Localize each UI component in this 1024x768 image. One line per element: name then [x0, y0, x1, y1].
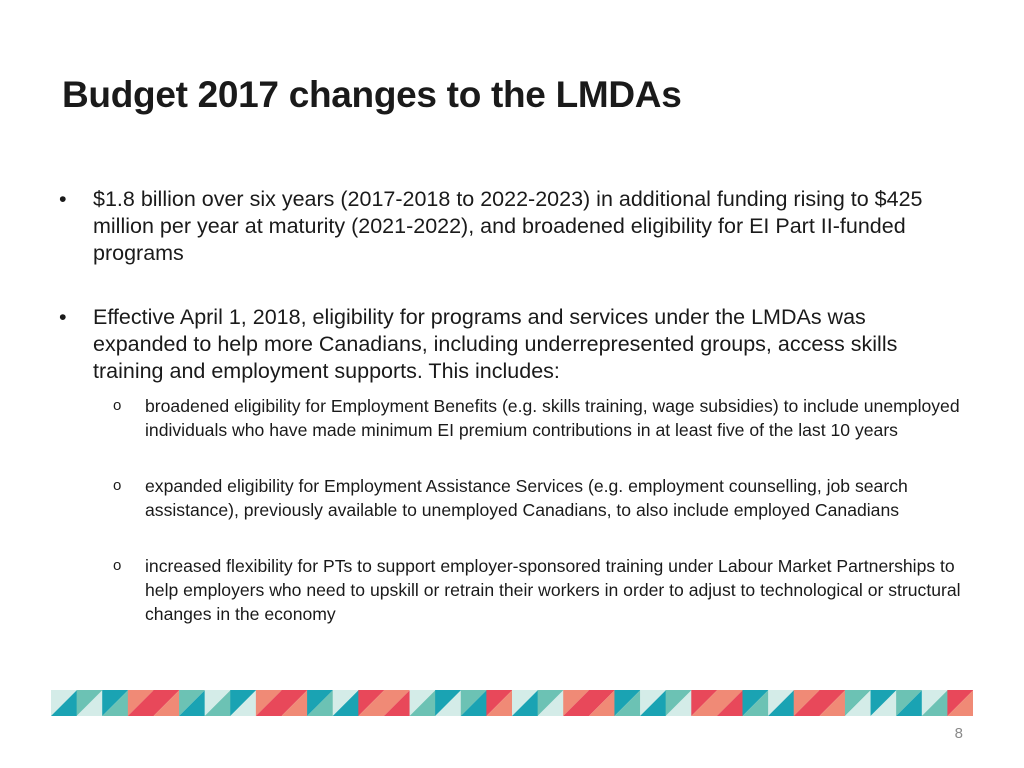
bullet-marker: •: [59, 187, 67, 211]
sub-bullet-assistance-services: [113, 474, 975, 522]
sub-bullet-marker: o: [113, 397, 122, 414]
bullet-marker: •: [59, 305, 67, 329]
page-number: 8: [954, 725, 963, 742]
sub-bullet-employment-benefits: [113, 394, 975, 442]
sub-bullet-marker: o: [113, 477, 122, 494]
bullet-text: $1.8 billion over six years (2017-2018 to 2022-2023) in additional funding rising to $425 million per year at maturity (2021-2022), and broadened eligibility for EI Part II-funded programs: [93, 187, 923, 265]
bullet-text: Effective April 1, 2018, eligibility for programs and services under the LMDAs was expanded to help more Canadians, including underrepresented groups, access skills training and employment supports. This includes:: [93, 305, 898, 383]
sub-bullet-marker: o: [113, 557, 122, 574]
sub-bullet-text: increased flexibility for PTs to support employer-sponsored training under Labour Market Partnerships to help employers who need to upskill or retrain their workers in order to adjust to technological or structural changes in the economy: [145, 556, 961, 624]
sub-bullet-labour-market-partnerships: [113, 554, 975, 626]
sub-bullet-text: broadened eligibility for Employment Benefits (e.g. skills training, wage subsidies) to include unemployed individuals who have made minimum EI premium contributions in at least five of the last 10 years: [145, 396, 960, 440]
sub-bullet-text: expanded eligibility for Employment Assistance Services (e.g. employment counselling, job search assistance), previously available to unemployed Canadians, to also include employed Canadians: [145, 476, 908, 520]
bullet-item-eligibility: [59, 304, 963, 385]
decorative-triangle-band: [51, 690, 973, 716]
slide-title: Budget 2017 changes to the LMDAs: [62, 74, 682, 115]
bullet-item-funding: [59, 186, 963, 267]
